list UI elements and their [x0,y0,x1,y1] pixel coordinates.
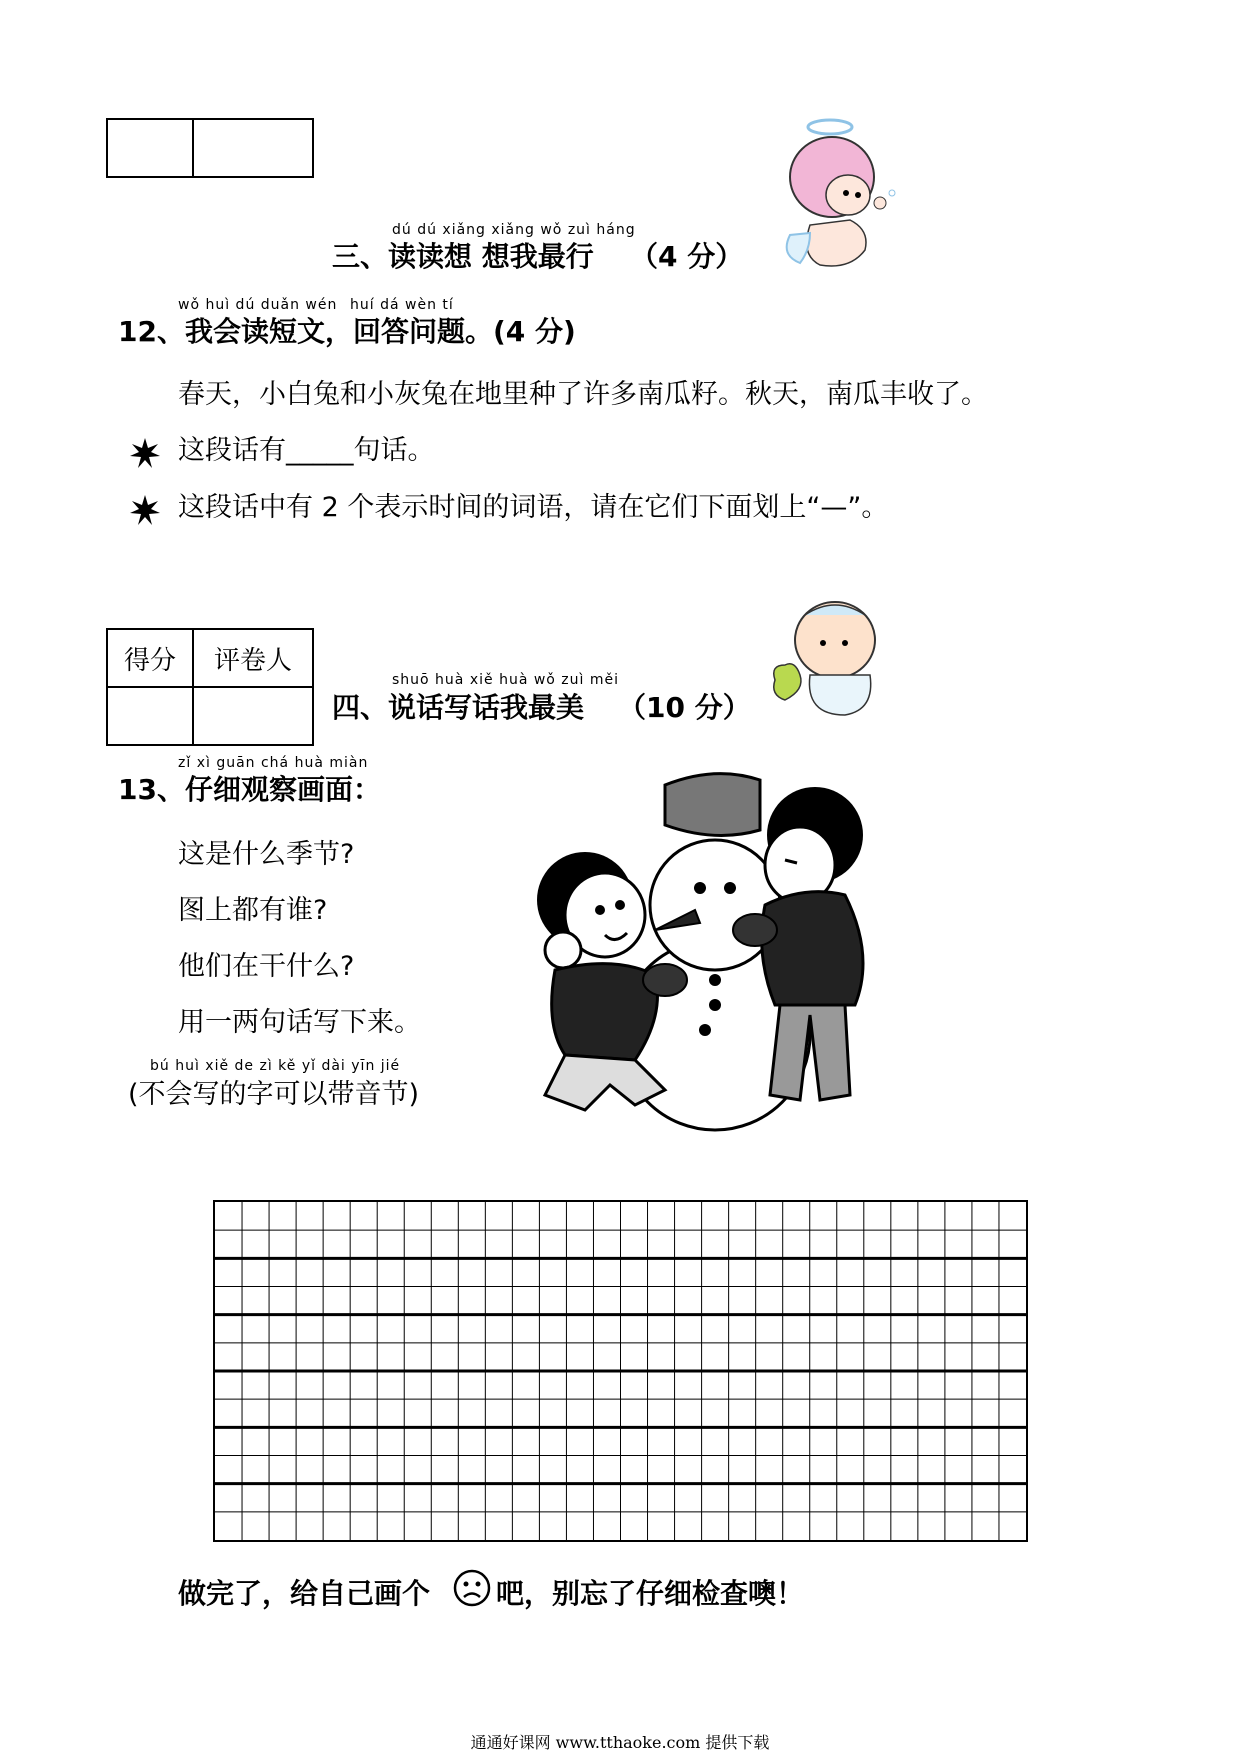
q12-pinyin-a: wǒ huì dú duǎn wén [178,297,338,313]
q13-question-2: 图上都有谁? [178,895,328,926]
grader-header: 评卷人 [193,629,313,687]
section4-score: （10 分） [618,691,751,724]
q13-note: (不会写的字可以带音节) [128,1079,420,1110]
score-cell[interactable] [107,687,193,745]
q13-title: 13、仔细观察画面： [118,773,381,806]
grader-cell[interactable] [193,119,313,177]
section4-title: 四、说话写话我最美 [332,691,585,724]
q12-item-1: 这段话有_____句话。 [178,435,435,466]
q13-question-3: 他们在干什么? [178,951,355,982]
score-box-section4 [106,628,314,746]
score-box-top [106,118,314,178]
section3-pinyin: dú dú xiǎng xiǎng wǒ zuì háng [392,222,636,238]
q12-title: 12、我会读短文，回答问题。(4 分) [118,315,576,348]
q13-note-pinyin: bú huì xiě de zì kě yǐ dài yīn jié [150,1058,401,1074]
section4-pinyin: shuō huà xiě huà wǒ zuì měi [392,672,620,688]
q12-passage: 春天，小白兔和小灰兔在地里种了许多南瓜籽。秋天，南瓜丰收了。 [178,379,988,410]
baby-with-heart-illustration [765,595,905,720]
children-building-snowman-illustration [515,755,940,1135]
q13-pinyin: zǐ xì guān chá huà miàn [178,755,369,771]
closing-after: 吧，别忘了仔细检查噢！ [496,1577,805,1610]
writing-grid[interactable] [213,1200,1028,1542]
q12-pinyin-b: huí dá wèn tí [350,297,454,313]
score-header: 得分 [107,629,193,687]
grader-cell[interactable] [193,687,313,745]
angel-illustration [780,115,920,270]
section3-title: 三、读读想 想我最行 [332,240,594,273]
sad-face-icon[interactable] [452,1568,492,1608]
score-cell[interactable] [107,119,193,177]
q12-item-2: 这段话中有 2 个表示时间的词语，请在它们下面划上“—”。 [178,492,889,523]
footer-text: 通通好课网 www.tthaoke.com 提供下载 [470,1733,770,1752]
section3-score: （4 分） [630,240,744,273]
closing-before: 做完了，给自己画个 [178,1577,431,1610]
star-bullet-icon [130,495,160,525]
q13-question-1: 这是什么季节? [178,839,355,870]
q13-question-4: 用一两句话写下来。 [178,1007,421,1038]
star-bullet-icon [130,438,160,468]
